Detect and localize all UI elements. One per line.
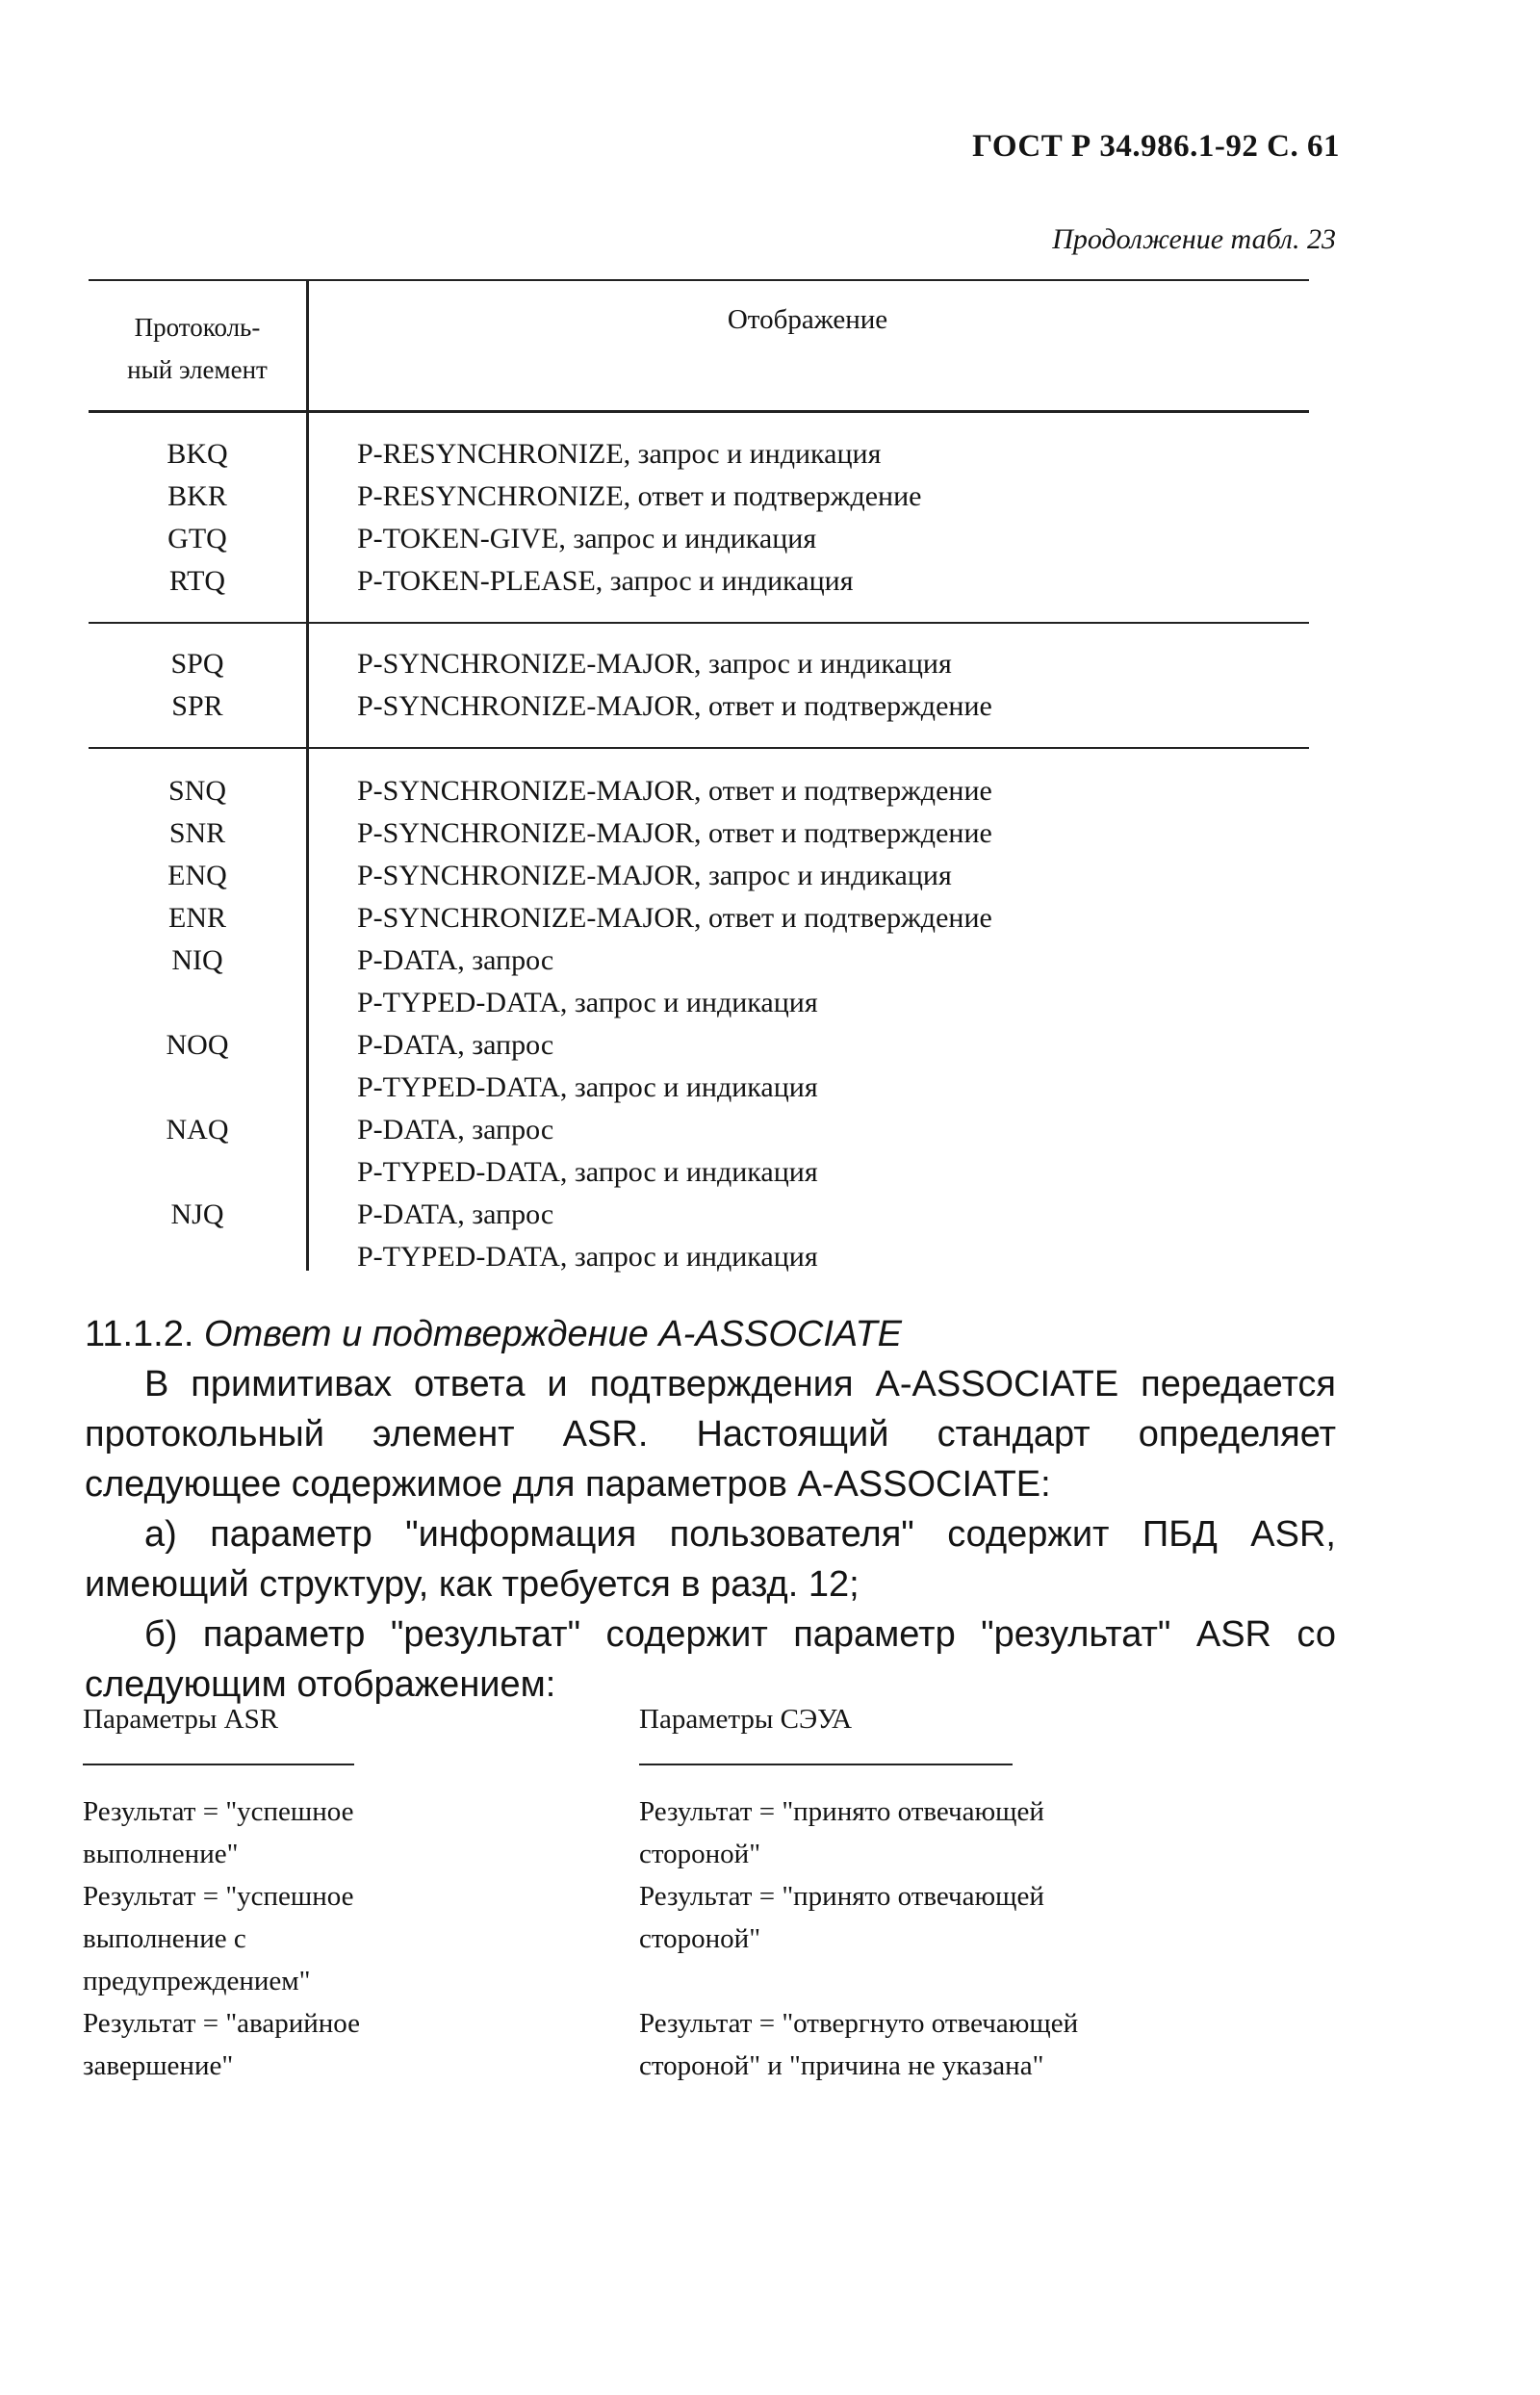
table-row: [89, 1194, 1309, 1236]
params-right-rule: [639, 1764, 1013, 1765]
element-mapping: P-SYNCHRONIZE-MAJOR, ответ и подтверждение: [357, 817, 992, 849]
table-row: [89, 685, 1309, 728]
table-row: [89, 812, 1309, 855]
acse-result-line: Результат = "принято отвечающей: [639, 1881, 1044, 1912]
list-item-a: а) параметр "информация пользователя" содержит ПБД ASR, имеющий структуру, как требуется в разд. 12;: [85, 1514, 1336, 1605]
table-row: [89, 855, 1309, 897]
table-row: [89, 982, 1309, 1024]
column-header-element-line-2: ный элемент: [127, 355, 268, 384]
element-mapping: P-TYPED-DATA, запрос и индикация: [357, 1241, 818, 1273]
element-code: NAQ: [166, 1114, 229, 1146]
element-mapping: P-RESYNCHRONIZE, запрос и индикация: [357, 438, 882, 470]
table-row: [89, 476, 1309, 518]
element-mapping: P-DATA, запрос: [357, 1114, 554, 1146]
element-mapping: P-TOKEN-PLEASE, запрос и индикация: [357, 565, 854, 597]
element-mapping: P-DATA, запрос: [357, 944, 554, 976]
asr-result-line: Результат = "успешное: [83, 1796, 354, 1827]
element-mapping: P-SYNCHRONIZE-MAJOR, запрос и индикация: [357, 860, 952, 891]
element-code: NOQ: [166, 1029, 229, 1061]
asr-result-line: выполнение с: [83, 1923, 246, 1954]
table-row: [89, 1024, 1309, 1067]
table-row: [89, 770, 1309, 812]
list-item-b: б) параметр "результат" содержит параметр "результат" ASR со следующим отображением:: [85, 1614, 1336, 1705]
table-row: [89, 560, 1309, 603]
params-left-rule: [83, 1764, 354, 1765]
asr-result-line: выполнение": [83, 1839, 239, 1869]
column-header-element: [89, 306, 306, 391]
element-code: ENQ: [167, 860, 227, 891]
element-code: NIQ: [171, 944, 223, 976]
element-code: NJQ: [170, 1198, 224, 1230]
group-divider-rule: [89, 747, 1309, 749]
element-mapping: P-RESYNCHRONIZE, ответ и подтверждение: [357, 480, 922, 512]
element-mapping: P-TYPED-DATA, запрос и индикация: [357, 1071, 818, 1103]
section-title: Ответ и подтверждение A-ASSOCIATE: [203, 1314, 903, 1354]
column-header-element-line-1: Протоколь-: [134, 313, 261, 342]
table-row: [89, 897, 1309, 940]
element-mapping: P-SYNCHRONIZE-MAJOR, ответ и подтверждение: [357, 690, 992, 722]
paragraph: В примитивах ответа и подтверждения A-ASSOCIATE передается протокольный элемент ASR. Настоящий стандарт определяет следующее содержимое для параметров A-ASSOCIATE:: [85, 1364, 1336, 1505]
params-col-left-header: Параметры ASR: [83, 1704, 279, 1735]
table-row: [89, 518, 1309, 560]
table-caption: Продолжение табл. 23: [1052, 223, 1336, 255]
section-body: [85, 1309, 1336, 1710]
group-divider-rule: [89, 622, 1309, 624]
table-row: [89, 1067, 1309, 1109]
element-code: BKR: [167, 480, 227, 512]
acse-result-line: стороной" и "причина не указана": [639, 2050, 1044, 2081]
element-mapping: P-SYNCHRONIZE-MAJOR, ответ и подтверждение: [357, 775, 992, 807]
page-header: ГОСТ Р 34.986.1-92 С. 61: [972, 129, 1340, 164]
acse-result-line: стороной": [639, 1923, 761, 1954]
element-mapping: P-DATA, запрос: [357, 1029, 554, 1061]
asr-result-line: предупреждением": [83, 1966, 311, 1996]
section-heading: [85, 1309, 1336, 1359]
element-code: SPR: [171, 690, 223, 722]
element-mapping: P-TYPED-DATA, запрос и индикация: [357, 1156, 818, 1188]
element-code: SNR: [168, 817, 226, 849]
asr-result-line: завершение": [83, 2050, 234, 2081]
table-row: [89, 433, 1309, 476]
table-row: [89, 1109, 1309, 1151]
element-code: GTQ: [167, 523, 227, 554]
table-top-rule: [89, 279, 1309, 281]
element-mapping: P-TYPED-DATA, запрос и индикация: [357, 987, 818, 1018]
element-code: RTQ: [168, 565, 226, 597]
table-row: [89, 940, 1309, 982]
element-code: BKQ: [167, 438, 228, 470]
params-col-right-header: Параметры СЭУА: [639, 1704, 853, 1735]
element-code: SNQ: [167, 775, 226, 807]
element-mapping: P-DATA, запрос: [357, 1198, 554, 1230]
acse-result-line: стороной": [639, 1839, 761, 1869]
section-number: 11.1.2.: [85, 1314, 194, 1354]
asr-result-line: Результат = "аварийное: [83, 2008, 360, 2039]
element-mapping: P-TOKEN-GIVE, запрос и индикация: [357, 523, 817, 554]
row-group-1: [89, 433, 1309, 603]
table-row: [89, 643, 1309, 685]
column-header-mapping: Отображение: [727, 304, 888, 335]
element-code: ENR: [168, 902, 226, 934]
acse-result-line: Результат = "принято отвечающей: [639, 1796, 1044, 1827]
element-mapping: P-SYNCHRONIZE-MAJOR, ответ и подтверждение: [357, 902, 992, 934]
row-group-2: [89, 643, 1309, 728]
element-mapping: P-SYNCHRONIZE-MAJOR, запрос и индикация: [357, 648, 952, 680]
asr-result-line: Результат = "успешное: [83, 1881, 354, 1912]
table-row: [89, 1151, 1309, 1194]
header-bottom-rule: [89, 410, 1309, 413]
row-group-3: [89, 770, 1309, 1278]
element-code: SPQ: [170, 648, 224, 680]
table-row: [89, 1236, 1309, 1278]
acse-result-line: Результат = "отвергнуто отвечающей: [639, 2008, 1079, 2039]
